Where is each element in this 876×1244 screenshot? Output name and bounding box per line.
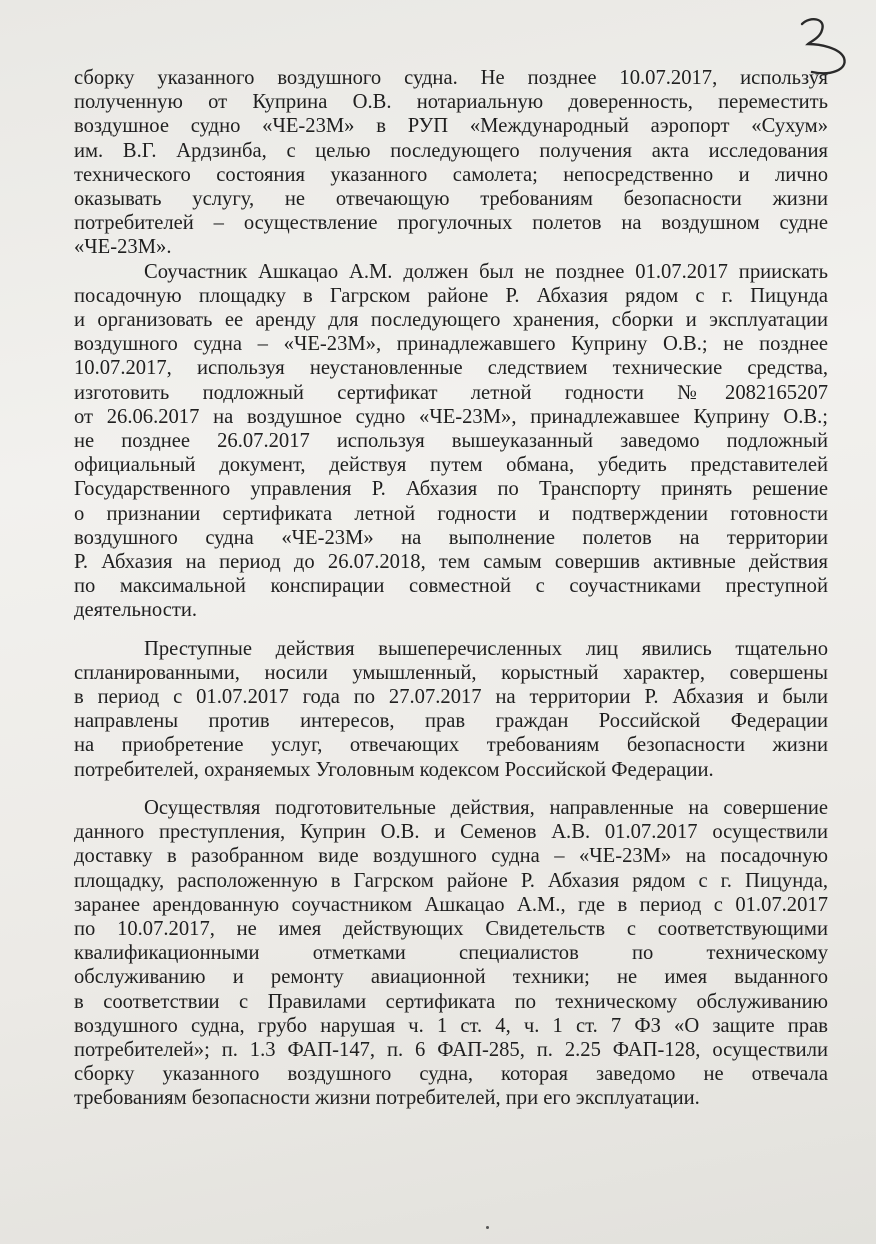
text-line: Р. Абхазия на период до 26.07.2018, тем самым совершив активные действия — [74, 551, 828, 574]
paragraph — [74, 260, 828, 623]
text-line: потребителей»; п. 1.3 ФАП-147, п. 6 ФАП-285, п. 2.25 ФАП-128, осуществили — [74, 1038, 828, 1061]
text-line: воздушного судна, грубо нарушая ч. 1 ст. 4, ч. 1 ст. 7 ФЗ «О защите прав — [74, 1014, 828, 1037]
text-line: Государственного управления Р. Абхазия по Транспорту принять решение — [74, 478, 828, 501]
text-line: в период с 01.07.2017 года по 27.07.2017 на территории Р. Абхазия и были — [74, 686, 828, 709]
text-line: направлены против интересов, прав граждан Российской Федерации — [74, 710, 828, 733]
text-line: потребителей – осуществление прогулочных полетов на воздушном судне — [74, 212, 828, 235]
text-line: им. В.Г. Ардзинба, с целью последующего получения акта исследования — [74, 139, 828, 162]
text-line: посадочную площадку в Гагрском районе Р. Абхазия рядом с г. Пицунда — [74, 284, 828, 307]
text-line: воздушного судна – «ЧЕ-23М», принадлежавшего Куприну О.В.; не позднее — [74, 333, 828, 356]
text-line: о признании сертификата летной годности и подтверждении готовности — [74, 502, 828, 525]
text-line: заранее арендованную соучастником Ашкацао А.М., где в период с 01.07.2017 — [74, 893, 828, 916]
text-line: оказывать услугу, не отвечающую требованиям безопасности жизни — [74, 188, 828, 211]
paragraph-gap — [74, 623, 828, 637]
text-line: обслуживанию и ремонту авиационной техники; не имея выданного — [74, 966, 828, 989]
text-line: потребителей, охраняемых Уголовным кодексом Российской Федерации. — [74, 758, 714, 781]
paragraph-gap — [74, 782, 828, 796]
text-line: Преступные действия вышеперечисленных лиц явились тщательно — [144, 637, 828, 660]
text-line: «ЧЕ-23М». — [74, 236, 172, 259]
paragraph — [74, 66, 828, 260]
text-line: Осуществляя подготовительные действия, направленные на совершение — [144, 796, 828, 819]
text-line: данного преступления, Куприн О.В. и Семенов А.В. 01.07.2017 осуществили — [74, 821, 828, 844]
text-line: сборку указанного воздушного судна, которая заведомо не отвечала — [74, 1063, 828, 1086]
text-line: по 10.07.2017, не имея действующих Свидетельств с соответствующими — [74, 917, 828, 940]
text-line: и организовать ее аренду для последующего хранения, сборки и эксплуатации — [74, 309, 828, 332]
text-line: на приобретение услуг, отвечающих требованиям безопасности жизни — [74, 734, 828, 757]
paragraph — [74, 796, 828, 1111]
text-line: не позднее 26.07.2017 используя вышеуказанный заведомо подложный — [74, 430, 828, 453]
text-line: деятельности. — [74, 599, 198, 622]
text-line: официальный документ, действуя путем обмана, убедить представителей — [74, 454, 828, 477]
text-line: полученную от Куприна О.В. нотариальную доверенность, переместить — [74, 91, 828, 114]
text-line: сборку указанного воздушного судна. Не позднее 10.07.2017, используя — [74, 67, 828, 89]
text-line: Соучастник Ашкацао А.М. должен был не позднее 01.07.2017 приискать — [144, 260, 828, 283]
text-line: спланированными, носили умышленный, корыстный характер, совершены — [74, 661, 828, 684]
text-line: требованиям безопасности жизни потребителей, при его эксплуатации. — [74, 1087, 700, 1110]
text-line: воздушного судна «ЧЕ-23М» на выполнение полетов на территории — [74, 526, 828, 549]
paragraph — [74, 637, 828, 782]
text-line: технического состояния указанного самолета; непосредственно и лично — [74, 163, 828, 186]
text-line: в соответствии с Правилами сертификата по техническому обслуживанию — [74, 990, 828, 1013]
document-body — [74, 66, 828, 1111]
text-line: 10.07.2017, используя неустановленные следствием технические средства, — [74, 357, 828, 380]
text-line: воздушное судно «ЧЕ-23М» в РУП «Международный аэропорт «Сухум» — [74, 115, 828, 138]
text-line: площадку, расположенную в Гагрском районе Р. Абхазия рядом с г. Пицунда, — [74, 869, 828, 892]
scan-speck — [486, 1226, 489, 1229]
text-line: доставку в разобранном виде воздушного судна – «ЧЕ-23М» на посадочную — [74, 845, 828, 868]
text-line: изготовить подложный сертификат летной годности №2082165207 — [74, 381, 828, 404]
text-line: квалификационными отметками специалистов по техническому — [74, 942, 828, 965]
text-line: от 26.06.2017 на воздушное судно «ЧЕ-23М», принадлежавшее Куприну О.В.; — [74, 405, 828, 428]
text-line: по максимальной конспирации совместной с соучастниками преступной — [74, 575, 828, 598]
